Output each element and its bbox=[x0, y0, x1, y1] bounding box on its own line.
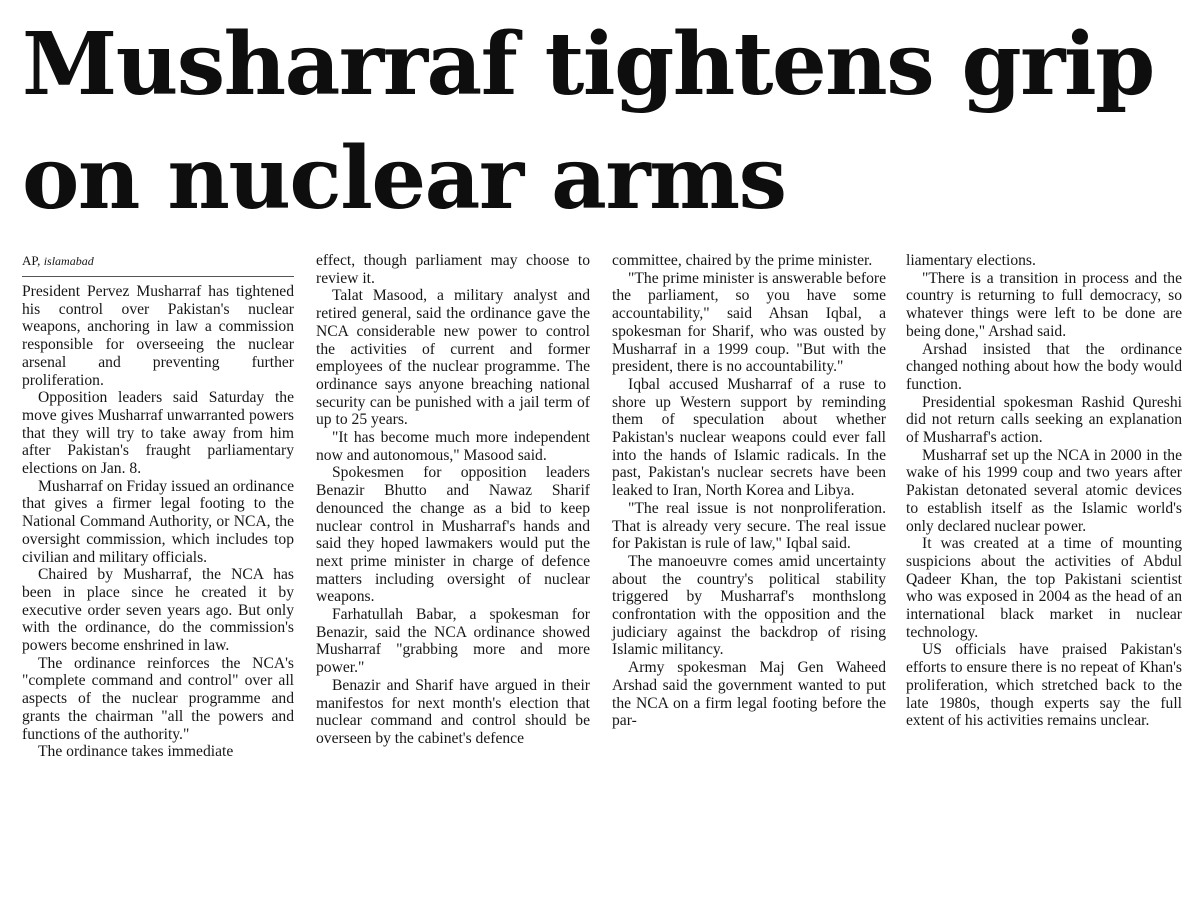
byline-agency: AP, bbox=[22, 253, 41, 268]
paragraph: Musharraf on Friday issued an ordinance that gives a firmer legal footing to the National Command Authority, or NCA, the oversight commission, which includes top civilian and military officials. bbox=[22, 477, 294, 566]
headline-line-1: Musharraf tightens grip bbox=[22, 14, 1154, 115]
paragraph: Arshad insisted that the ordinance changed nothing about how the body would function. bbox=[906, 340, 1182, 393]
article-column-2 bbox=[316, 252, 590, 748]
article-headline bbox=[22, 8, 1182, 236]
paragraph: Presidential spokesman Rashid Qureshi did not return calls seeking an explanation of Musharraf's action. bbox=[906, 393, 1182, 447]
byline-city: islamabad bbox=[43, 254, 94, 268]
paragraph: liamentary elections. bbox=[906, 252, 1036, 269]
paragraph: The manoeuvre comes amid uncertainty about the country's political stability triggered by Musharraf's monthslong confrontation with the opposition and the judiciary against the backdrop of rising Islamic militancy. bbox=[612, 552, 886, 659]
paragraph: Chaired by Musharraf, the NCA has been in place since he created it by executive order seven years ago. But only with the ordinance, do the commission's powers become enshrined in law. bbox=[22, 566, 294, 655]
paragraph: Opposition leaders said Saturday the move gives Musharraf unwarranted powers that they will try to take away from him after Pakistan's fraught parliamentary elections on Jan. 8. bbox=[22, 389, 294, 478]
paragraph: "The real issue is not nonproliferation. That is already very secure. The real issue for Pakistan is rule of law," Iqbal said. bbox=[612, 499, 886, 553]
paragraph: President Pervez Musharraf has tightened his control over Pakistan's nuclear weapons, anchoring in law a commission responsible for overseeing the nuclear arsenal and preventing further proliferation. bbox=[22, 283, 294, 389]
paragraph: The ordinance reinforces the NCA's "complete command and control" over all aspects of the nuclear programme and grants the chairman "all the powers and functions of the authority." bbox=[22, 654, 294, 743]
article-column-3 bbox=[612, 252, 886, 730]
paragraph: committee, chaired by the prime minister. bbox=[612, 252, 873, 269]
headline-line-2: on nuclear arms bbox=[22, 128, 786, 229]
article-column-1 bbox=[22, 252, 294, 761]
paragraph: Spokesmen for opposition leaders Benazir Bhutto and Nawaz Sharif denounced the change as a bid to keep nuclear control in Musharraf's hands and said they hoped lawmakers would put the next prime minister in charge of defence matters including oversight of nuclear weapons. bbox=[316, 464, 590, 606]
paragraph: It was created at a time of mounting suspicions about the activities of Abdul Qadeer Khan, the top Pakistani scientist who was exposed in 2004 as the head of an international black market in nuclear technology. bbox=[906, 535, 1182, 641]
paragraph: Iqbal accused Musharraf of a ruse to shore up Western support by reminding them of speculation about whether Pakistan's nuclear weapons could ever fall into the hands of Islamic radicals. In the past, Pakistan's nuclear secrets have been leaked to Iran, North Korea and Libya. bbox=[612, 375, 886, 500]
paragraph: "The prime minister is answerable before the parliament, so you have some accountability," said Ahsan Iqbal, a spokesman for Sharif, who was ousted by Musharraf in a 1999 coup. "But with the president, there is no accountability." bbox=[612, 269, 886, 376]
paragraph: Farhatullah Babar, a spokesman for Benazir, said the NCA ordinance showed Musharraf "grabbing more and more power." bbox=[316, 606, 590, 677]
paragraph: "There is a transition in process and the country is returning to full democracy, so whatever things were left to be done are being done," Arshad said. bbox=[906, 269, 1182, 340]
article-column-4 bbox=[906, 252, 1182, 730]
paragraph: Talat Masood, a military analyst and retired general, said the ordinance gave the NCA considerable new power to control the activities of current and former employees of the nuclear programme. The ordinance says anyone breaching national security can be punished with a jail term of up to 25 years. bbox=[316, 287, 590, 429]
paragraph: Musharraf set up the NCA in 2000 in the wake of his 1999 coup and two years after Pakistan detonated several atomic devices to establish itself as the Islamic world's only declared nuclear power. bbox=[906, 446, 1182, 535]
paragraph: The ordinance takes immediate bbox=[38, 743, 234, 761]
paragraph: Army spokesman Maj Gen Waheed Arshad said the government wanted to put the NCA on a firm legal footing before the par- bbox=[612, 659, 886, 730]
paragraph: effect, though parliament may choose to review it. bbox=[316, 252, 590, 287]
byline bbox=[22, 252, 294, 277]
paragraph: Benazir and Sharif have argued in their manifestos for next month's election that nuclear command and control should be overseen by the cabinet's defence bbox=[316, 676, 590, 747]
paragraph: US officials have praised Pakistan's efforts to ensure there is no repeat of Khan's proliferation, which stretched back to the late 1980s, though experts say the full extent of his activities remains unclear. bbox=[906, 641, 1182, 730]
paragraph: "It has become much more independent now and autonomous," Masood said. bbox=[316, 429, 590, 464]
